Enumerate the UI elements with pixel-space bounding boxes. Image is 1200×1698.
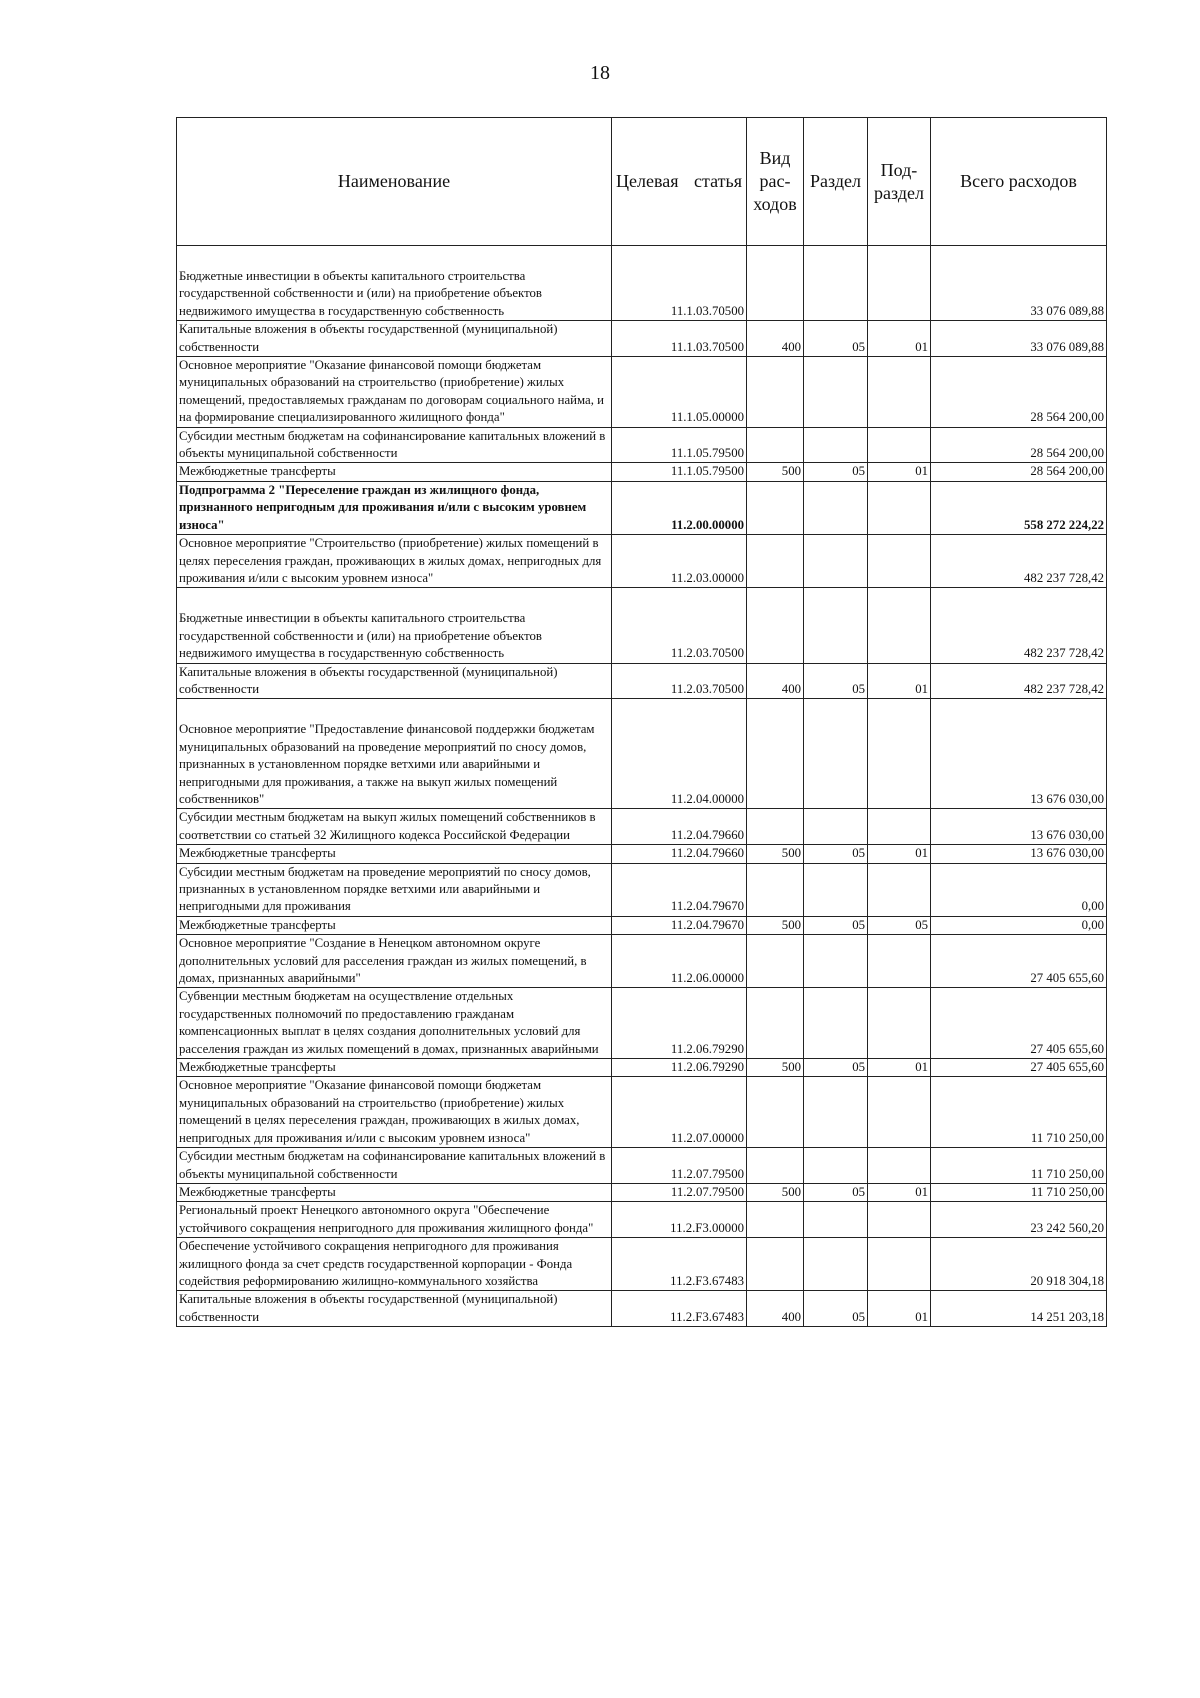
row-code: 11.1.05.79500 [612, 463, 747, 481]
table-row [177, 535, 1107, 588]
header-code: Целевая статья [612, 118, 747, 246]
row-section [804, 357, 868, 428]
row-subsection: 01 [868, 463, 931, 481]
row-subsection [868, 1148, 931, 1184]
row-code: 11.2.04.00000 [612, 699, 747, 809]
row-section: 05 [804, 1291, 868, 1327]
row-name: Основное мероприятие "Оказание финансовой помощи бюджетам муниципальных образований на строительство (приобретение) жилых помещений в целях переселения граждан, проживающих в жилых домах, непригодных для проживания и/или с высоким уровнем износа" [177, 1077, 612, 1148]
row-section [804, 481, 868, 534]
table-row [177, 916, 1107, 934]
row-subsection [868, 246, 931, 321]
row-subsection: 01 [868, 845, 931, 863]
row-total: 33 076 089,88 [931, 246, 1107, 321]
row-section [804, 935, 868, 988]
table-row [177, 699, 1107, 809]
row-section: 05 [804, 916, 868, 934]
row-kind: 400 [747, 1291, 804, 1327]
row-kind [747, 1148, 804, 1184]
table-row [177, 321, 1107, 357]
row-total: 27 405 655,60 [931, 988, 1107, 1059]
table-row [177, 845, 1107, 863]
row-kind: 500 [747, 916, 804, 934]
row-code: 11.2.F3.67483 [612, 1291, 747, 1327]
row-subsection [868, 427, 931, 463]
row-kind [747, 357, 804, 428]
row-code: 11.2.03.00000 [612, 535, 747, 588]
header-subsection: Под- раздел [868, 118, 931, 246]
row-name: Основное мероприятие "Создание в Ненецком автономном округе дополнительных условий для расселения граждан из жилых помещений, в домах, признанных аварийными" [177, 935, 612, 988]
row-name: Региональный проект Ненецкого автономного округа "Обеспечение устойчивого сокращения непригодного для проживания жилищного фонда" [177, 1202, 612, 1238]
row-section: 05 [804, 1059, 868, 1077]
table-row [177, 246, 1107, 321]
row-code: 11.2.04.79660 [612, 809, 747, 845]
row-name: Подпрограмма 2 "Переселение граждан из жилищного фонда, признанного непригодным для проживания и/или с высоким уровнем износа" [177, 481, 612, 534]
row-section: 05 [804, 663, 868, 699]
table-row [177, 588, 1107, 663]
row-kind [747, 935, 804, 988]
row-total: 27 405 655,60 [931, 1059, 1107, 1077]
row-section [804, 863, 868, 916]
row-name: Межбюджетные трансферты [177, 1059, 612, 1077]
table-row [177, 1183, 1107, 1201]
row-kind [747, 427, 804, 463]
row-name: Субсидии местным бюджетам на проведение мероприятий по сносу домов, признанных в установленном порядке ветхими или аварийными и непригодными для проживания [177, 863, 612, 916]
row-code: 11.1.03.70500 [612, 246, 747, 321]
row-total: 11 710 250,00 [931, 1183, 1107, 1201]
row-kind: 500 [747, 463, 804, 481]
row-subsection [868, 588, 931, 663]
row-subsection [868, 535, 931, 588]
row-kind [747, 699, 804, 809]
row-name: Бюджетные инвестиции в объекты капитального строительства государственной собственности и (или) на приобретение объектов недвижимого имущества в государственную собственность [177, 246, 612, 321]
row-total: 33 076 089,88 [931, 321, 1107, 357]
table-row [177, 935, 1107, 988]
row-kind [747, 535, 804, 588]
table-row [177, 809, 1107, 845]
row-total: 28 564 200,00 [931, 463, 1107, 481]
row-total: 482 237 728,42 [931, 535, 1107, 588]
page-number: 18 [590, 62, 610, 84]
row-subsection: 01 [868, 1291, 931, 1327]
header-kind: Вид рас- ходов [747, 118, 804, 246]
row-total: 0,00 [931, 863, 1107, 916]
row-section [804, 1238, 868, 1291]
row-kind [747, 863, 804, 916]
row-subsection: 01 [868, 1183, 931, 1201]
row-name: Основное мероприятие "Предоставление финансовой поддержки бюджетам муниципальных образований на проведение мероприятий по сносу домов, признанных в установленном порядке ветхими или аварийными и непригодными для проживания, а также на выкуп жилых помещений собственников" [177, 699, 612, 809]
row-code: 11.2.07.79500 [612, 1183, 747, 1201]
row-kind [747, 481, 804, 534]
row-subsection [868, 481, 931, 534]
table-row [177, 863, 1107, 916]
row-section: 05 [804, 463, 868, 481]
table-row [177, 1059, 1107, 1077]
row-kind [747, 1077, 804, 1148]
table-row [177, 463, 1107, 481]
row-name: Межбюджетные трансферты [177, 916, 612, 934]
row-name: Субвенции местным бюджетам на осуществление отдельных государственных полномочий по предоставлению гражданам компенсационных выплат в целях создания дополнительных условий для расселения граждан из жилых помещений в домах, признанных аварийными [177, 988, 612, 1059]
row-kind [747, 809, 804, 845]
row-code: 11.2.04.79660 [612, 845, 747, 863]
row-name: Капитальные вложения в объекты государственной (муниципальной) собственности [177, 321, 612, 357]
row-total: 482 237 728,42 [931, 663, 1107, 699]
row-code: 11.2.07.79500 [612, 1148, 747, 1184]
row-section: 05 [804, 845, 868, 863]
row-name: Субсидии местным бюджетам на софинансирование капитальных вложений в объекты муниципальной собственности [177, 427, 612, 463]
row-kind [747, 988, 804, 1059]
row-total: 28 564 200,00 [931, 357, 1107, 428]
table-row [177, 1077, 1107, 1148]
row-section: 05 [804, 1183, 868, 1201]
row-name: Капитальные вложения в объекты государственной (муниципальной) собственности [177, 1291, 612, 1327]
row-name: Межбюджетные трансферты [177, 463, 612, 481]
row-code: 11.2.07.00000 [612, 1077, 747, 1148]
row-total: 11 710 250,00 [931, 1148, 1107, 1184]
row-section [804, 588, 868, 663]
row-total: 14 251 203,18 [931, 1291, 1107, 1327]
row-code: 11.2.03.70500 [612, 663, 747, 699]
row-code: 11.2.06.79290 [612, 988, 747, 1059]
row-subsection [868, 809, 931, 845]
row-subsection: 01 [868, 663, 931, 699]
row-section [804, 1148, 868, 1184]
row-kind [747, 246, 804, 321]
row-total: 23 242 560,20 [931, 1202, 1107, 1238]
row-kind: 500 [747, 1183, 804, 1201]
row-code: 11.2.F3.00000 [612, 1202, 747, 1238]
table-row [177, 1202, 1107, 1238]
row-section [804, 535, 868, 588]
row-subsection [868, 699, 931, 809]
row-kind: 500 [747, 845, 804, 863]
row-code: 11.2.06.00000 [612, 935, 747, 988]
table-body [177, 246, 1107, 1327]
table-row [177, 663, 1107, 699]
row-code: 11.2.04.79670 [612, 863, 747, 916]
budget-table [176, 117, 1107, 1327]
row-code: 11.2.00.00000 [612, 481, 747, 534]
row-section [804, 246, 868, 321]
row-subsection: 01 [868, 321, 931, 357]
row-total: 482 237 728,42 [931, 588, 1107, 663]
row-section [804, 1202, 868, 1238]
row-subsection [868, 1238, 931, 1291]
header-name: Наименование [177, 118, 612, 246]
table-row [177, 1238, 1107, 1291]
row-name: Субсидии местным бюджетам на софинансирование капитальных вложений в объекты муниципальной собственности [177, 1148, 612, 1184]
row-subsection [868, 863, 931, 916]
row-code: 11.2.03.70500 [612, 588, 747, 663]
row-subsection [868, 935, 931, 988]
row-code: 11.2.F3.67483 [612, 1238, 747, 1291]
row-code: 11.2.04.79670 [612, 916, 747, 934]
row-total: 28 564 200,00 [931, 427, 1107, 463]
row-code: 11.1.03.70500 [612, 321, 747, 357]
row-section [804, 988, 868, 1059]
row-name: Субсидии местным бюджетам на выкуп жилых помещений собственников в соответствии со статьей 32 Жилищного кодекса Российской Федерации [177, 809, 612, 845]
row-total: 0,00 [931, 916, 1107, 934]
row-name: Межбюджетные трансферты [177, 845, 612, 863]
row-subsection [868, 988, 931, 1059]
row-total: 27 405 655,60 [931, 935, 1107, 988]
row-section [804, 699, 868, 809]
row-total: 13 676 030,00 [931, 699, 1107, 809]
row-subsection: 01 [868, 1059, 931, 1077]
row-name: Капитальные вложения в объекты государственной (муниципальной) собственности [177, 663, 612, 699]
row-name: Основное мероприятие "Оказание финансовой помощи бюджетам муниципальных образований на строительство (приобретение) жилых помещений, предоставляемых гражданам по договорам социального найма, и на формирование специализированного жилищного фонда" [177, 357, 612, 428]
table-row [177, 1291, 1107, 1327]
header-section: Раздел [804, 118, 868, 246]
row-name: Основное мероприятие "Строительство (приобретение) жилых помещений в целях переселения граждан, проживающих в жилых домах, непригодных для проживания и/или с высоким уровнем износа" [177, 535, 612, 588]
row-kind [747, 1238, 804, 1291]
row-section [804, 1077, 868, 1148]
row-total: 13 676 030,00 [931, 809, 1107, 845]
row-section [804, 809, 868, 845]
row-total: 13 676 030,00 [931, 845, 1107, 863]
table-row [177, 988, 1107, 1059]
row-name: Бюджетные инвестиции в объекты капитального строительства государственной собственности и (или) на приобретение объектов недвижимого имущества в государственную собственность [177, 588, 612, 663]
row-code: 11.2.06.79290 [612, 1059, 747, 1077]
row-section: 05 [804, 321, 868, 357]
row-total: 20 918 304,18 [931, 1238, 1107, 1291]
row-kind: 400 [747, 663, 804, 699]
table-row [177, 481, 1107, 534]
row-kind: 400 [747, 321, 804, 357]
row-kind [747, 1202, 804, 1238]
row-name: Обеспечение устойчивого сокращения непригодного для проживания жилищного фонда за счет средств государственной корпорации - Фонда содействия реформированию жилищно-коммунального хозяйства [177, 1238, 612, 1291]
row-name: Межбюджетные трансферты [177, 1183, 612, 1201]
row-subsection [868, 1077, 931, 1148]
table-row [177, 427, 1107, 463]
row-subsection: 05 [868, 916, 931, 934]
row-code: 11.1.05.00000 [612, 357, 747, 428]
row-total: 558 272 224,22 [931, 481, 1107, 534]
row-kind: 500 [747, 1059, 804, 1077]
table-row [177, 1148, 1107, 1184]
row-total: 11 710 250,00 [931, 1077, 1107, 1148]
row-subsection [868, 1202, 931, 1238]
row-section [804, 427, 868, 463]
row-kind [747, 588, 804, 663]
table-row [177, 357, 1107, 428]
row-code: 11.1.05.79500 [612, 427, 747, 463]
header-total: Всего расходов [931, 118, 1107, 246]
table-header [177, 118, 1107, 246]
row-subsection [868, 357, 931, 428]
